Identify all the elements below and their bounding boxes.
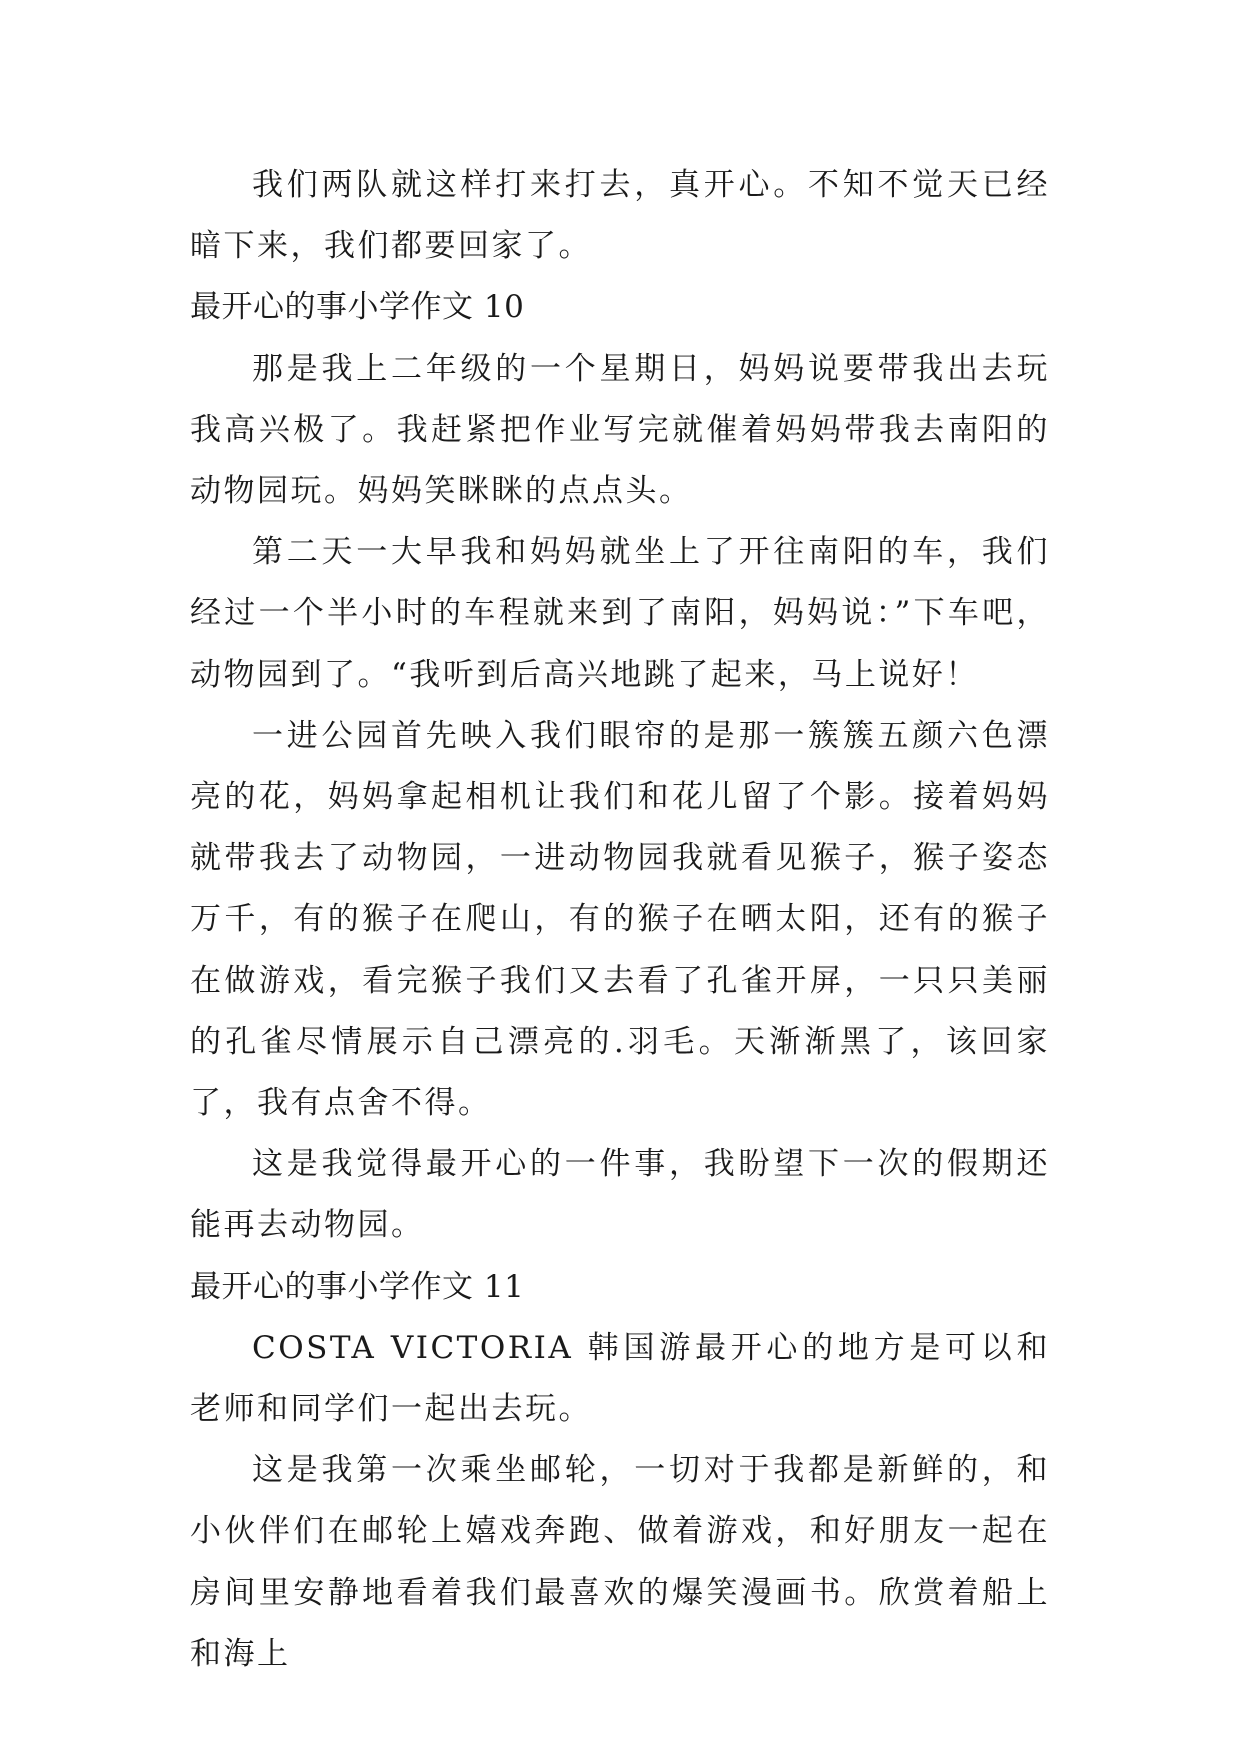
- paragraph: 第二天一大早我和妈妈就坐上了开往南阳的车，我们经过一个半小时的车程就来到了南阳，妈妈说：”下车吧，动物园到了。“我听到后高兴地跳了起来，马上说好！: [190, 534, 1050, 693]
- paragraph: 我们两队就这样打来打去，真开心。不知不觉天已经暗下来，我们都要回家了。: [190, 167, 1050, 265]
- paragraph: 这是我觉得最开心的一件事，我盼望下一次的假期还能再去动物园。: [190, 1146, 1050, 1244]
- paragraph: 这是我第一次乘坐邮轮，一切对于我都是新鲜的，和小伙伴们在邮轮上嬉戏奔跑、做着游戏，和好朋友一起在房间里安静地看着我们最喜欢的爆笑漫画书。欣赏着船上和海上: [190, 1452, 1050, 1672]
- paragraph: 一进公园首先映入我们眼帘的是那一簇簇五颜六色漂亮的花，妈妈拿起相机让我们和花儿留了个影。接着妈妈就带我去了动物园，一进动物园我就看见猴子，猴子姿态万千，有的猴子在爬山，有的猴子在晒太阳，还有的猴子在做游戏，看完猴子我们又去看了孔雀开屏，一只只美丽的孔雀尽情展示自己漂亮的.羽毛。天渐渐黑了，该回家了，我有点舍不得。: [190, 717, 1050, 1122]
- paragraph: COSTA VICTORIA 韩国游最开心的地方是可以和老师和同学们一起出去玩。: [190, 1329, 1050, 1428]
- document-page: [190, 155, 1050, 1685]
- paragraph: 那是我上二年级的一个星期日，妈妈说要带我出去玩我高兴极了。我赶紧把作业写完就催着妈妈带我去南阳的动物园玩。妈妈笑眯眯的点点头。: [190, 350, 1050, 510]
- section-heading: 最开心的事小学作文 10: [190, 289, 525, 326]
- section-heading: 最开心的事小学作文 11: [190, 1268, 525, 1305]
